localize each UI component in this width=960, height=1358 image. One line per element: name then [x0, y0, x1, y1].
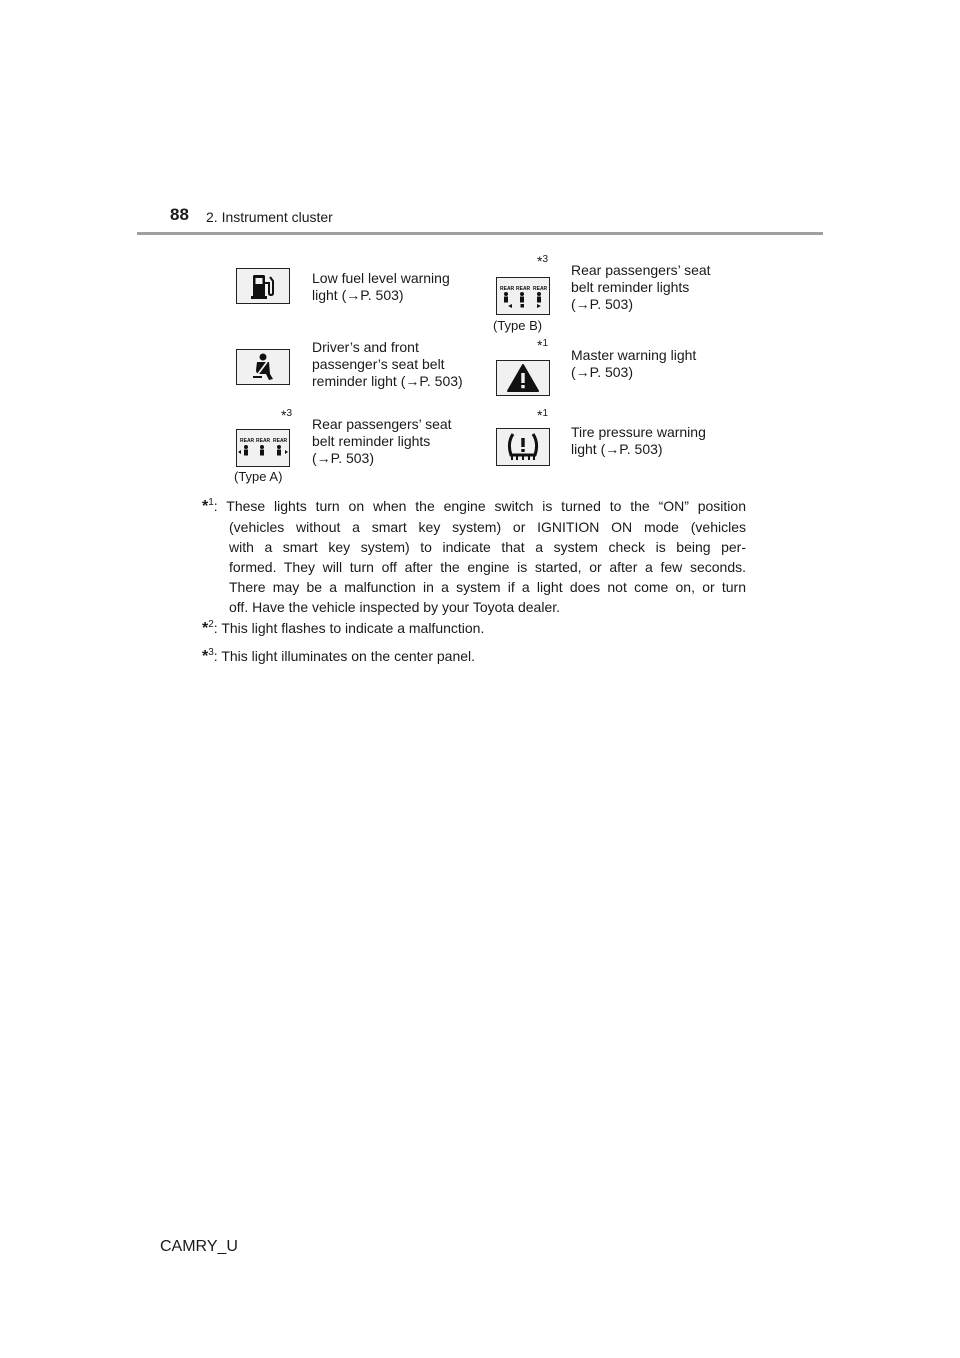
type-a-label: (Type A) — [234, 469, 283, 484]
header-divider — [137, 232, 823, 235]
rear-label: REAR — [256, 438, 271, 444]
rear-label: REAR — [533, 286, 548, 292]
section-title: 2. Instrument cluster — [206, 209, 333, 225]
rear-label: REAR — [240, 438, 255, 444]
footnote-marker: *$^3$ — [537, 253, 549, 269]
seatbelt-icon — [236, 349, 290, 385]
rear-seatbelt-type-b-icon — [496, 277, 550, 315]
master-warning-description: Master warning light (→P. 503) — [571, 347, 697, 380]
page-number: 88 — [170, 205, 189, 224]
rear-label: REAR — [273, 438, 288, 444]
rear-label: REAR — [516, 286, 531, 292]
type-b-label: (Type B) — [493, 318, 543, 333]
footnote-1: *$^1$: These lights turn on when the engine switch is turned to the “ON” position (vehicles without a smart key system) or IGNITION ON mode (vehicles with a smart key system) to indicate that a system check is being per- formed. They will turn off after the engine is started, or after a few seconds. There may be a malfunction in a system if a light does not come on, or turn off. Have the vehicle inspected by your Toyota dealer. — [202, 497, 746, 615]
footnote-2: *$^2$: This light flashes to indicate a malfunction. — [202, 619, 485, 637]
rear-seatbelt-b-description: Rear passengers’ seat belt reminder lights (→P. 503) — [571, 262, 711, 312]
tire-pressure-description: Tire pressure warning light (→P. 503) — [571, 424, 706, 457]
seatbelt-front-description: Driver’s and front passenger’s seat belt reminder light (→P. 503) — [312, 339, 463, 389]
footnote-3: *$^3$: This light illuminates on the center panel. — [202, 647, 476, 665]
rear-seatbelt-a-description: Rear passengers’ seat belt reminder lights (→P. 503) — [312, 416, 452, 466]
rear-seatbelt-type-a-icon — [236, 429, 290, 467]
footnote-marker: *$^3$ — [281, 407, 293, 423]
model-code: CAMRY_U — [160, 1238, 238, 1255]
rear-label: REAR — [500, 286, 515, 292]
tire-pressure-icon — [496, 428, 550, 466]
footnote-marker: *$^1$ — [537, 407, 549, 423]
footnote-marker: *$^1$ — [537, 337, 549, 353]
low-fuel-description: Low fuel level warning light (→P. 503) — [312, 270, 450, 303]
fuel-pump-icon — [236, 268, 290, 304]
warning-triangle-icon — [496, 360, 550, 396]
